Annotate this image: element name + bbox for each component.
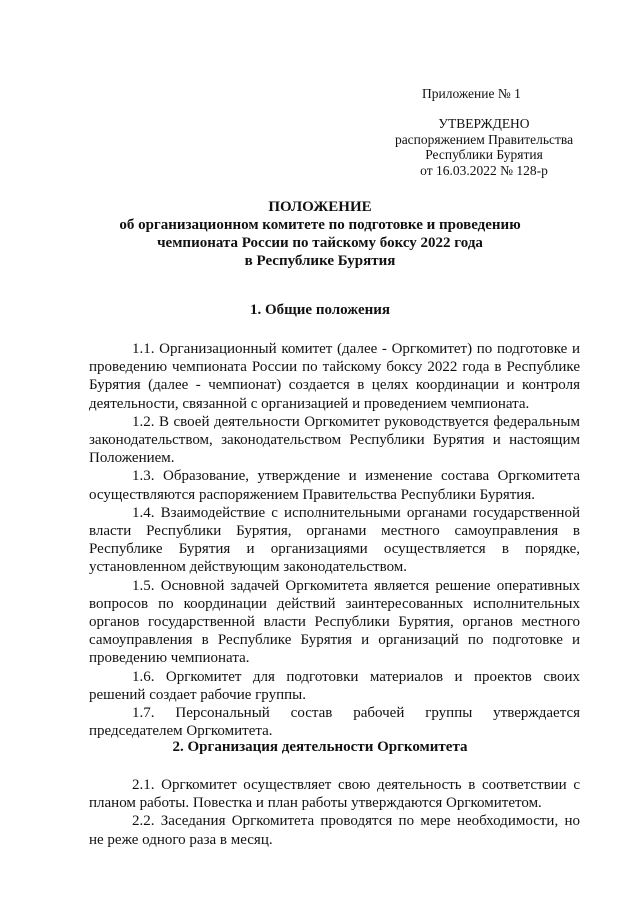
paragraph-2-1: 2.1. Оргкомитет осуществляет свою деятельность в соответствии с планом работы. Повестка и план работы утверждаются Оргкомитетом. xyxy=(89,777,580,812)
paragraph-1-6: 1.6. Оргкомитет для подготовки материалов и проектов своих решений создает рабочие группы. xyxy=(89,668,580,703)
document-title xyxy=(100,198,540,270)
paragraph-1-7: 1.7. Персональный состав рабочей группы утверждается председателем Оргкомитета. xyxy=(89,705,580,740)
approval-line-republic: Республики Бурятия xyxy=(425,147,543,162)
title-line-1: ПОЛОЖЕНИЕ xyxy=(268,199,372,215)
title-line-4: в Республике Бурятия xyxy=(244,253,396,269)
title-line-2: об организационном комитете по подготовке и проведению xyxy=(119,217,521,233)
approval-line-date: от 16.03.2022 № 128-р xyxy=(420,162,548,178)
paragraph-1-3: 1.3. Образование, утверждение и изменение состава Оргкомитета осуществляются распоряжением Правительства Республики Бурятия. xyxy=(89,468,580,503)
approval-stamp xyxy=(386,116,582,178)
paragraph-1-1: 1.1. Организационный комитет (далее - Оргкомитет) по подготовке и проведению чемпионата России по тайскому боксу 2022 года в Республике Бурятия (далее - чемпионат) создается в целях координации и контроля деятельности, связанной с организацией и проведением чемпионата. xyxy=(89,341,580,412)
title-line-3: чемпионата России по тайскому боксу 2022 года xyxy=(157,235,483,251)
appendix-label: Приложение № 1 xyxy=(422,86,521,101)
section-heading-general: 1. Общие положения xyxy=(249,302,391,318)
section-body-organization xyxy=(89,776,580,849)
approval-line-approved: УТВЕРЖДЕНО xyxy=(438,116,530,131)
section-body-general xyxy=(89,340,580,740)
paragraph-1-2: 1.2. В своей деятельности Оргкомитет руководствуется федеральным законодательством, законодательством Республики Бурятия и настоящим Положением. xyxy=(89,413,580,467)
paragraph-1-5: 1.5. Основной задачей Оргкомитета является решение оперативных вопросов по координации действий заинтересованных исполнительных органов государственной власти Республики Бурятия, органов местного самоуправления в Республике Бурятия и организаций по подготовке и проведению чемпионата. xyxy=(89,577,580,667)
paragraph-1-4: 1.4. Взаимодействие с исполнительными органами государственной власти Республики Бурятия, органами местного самоуправления в Республике Бурятия и организациями осуществляется в порядке, установленном действующим законодательством. xyxy=(89,504,580,576)
paragraph-2-2: 2.2. Заседания Оргкомитета проводятся по мере необходимости, но не реже одного раза в месяц. xyxy=(89,813,580,848)
approval-line-order: распоряжением Правительства xyxy=(394,131,574,147)
section-heading-organization: 2. Организация деятельности Оргкомитета xyxy=(172,739,468,755)
